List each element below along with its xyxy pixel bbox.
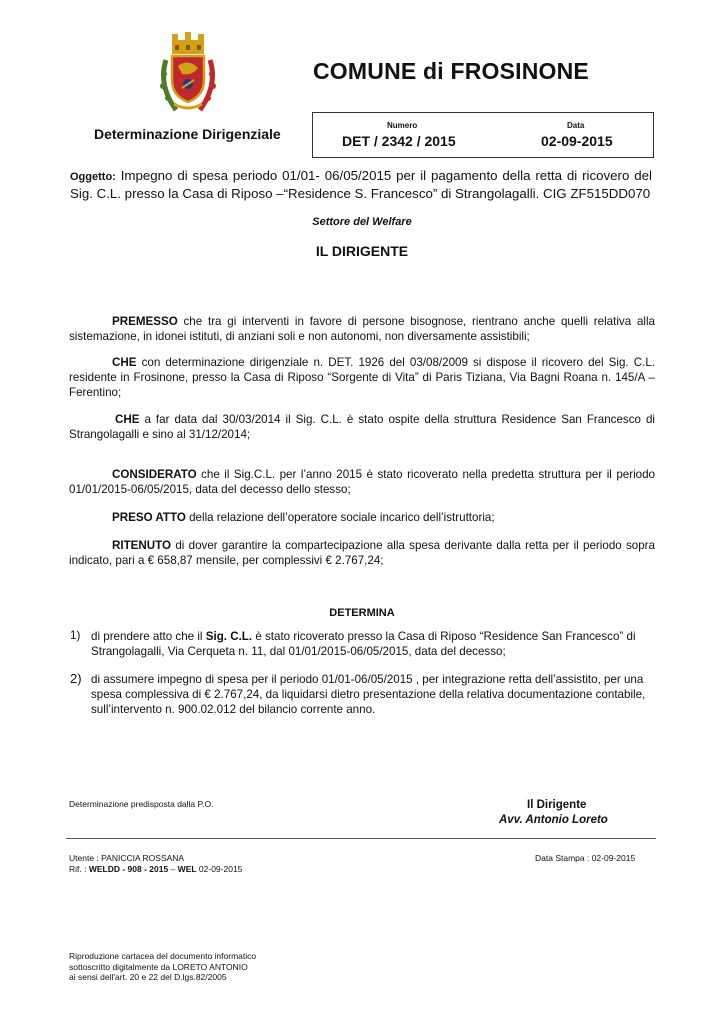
rif-code: WELDD - 908 - 2015 — [88, 864, 169, 874]
paragraph-text: che il Sig.C.L. per l’anno 2015 è stato ricoverato nella predetta struttura per il periodo 01/01/2015-06/05/2015, data del decesso dello stesso; — [69, 468, 655, 496]
comune-title: COMUNE di FROSINONE — [313, 58, 589, 84]
determina-item-1 — [91, 629, 656, 659]
paragraph-che-2 — [69, 412, 655, 442]
rif-label: Rif. : — [69, 864, 89, 874]
item-text: è stato ricoverato presso la Casa di Riposo “Residence San Francesco” di Strangolagalli, Via Cerqueta n. 11, dal 01/01/2015-06/05/2015, data del decesso; — [91, 630, 636, 658]
paragraph-considerato — [69, 467, 655, 497]
footer-user-info — [69, 853, 242, 875]
paragraph-text: con determinazione dirigenziale n. DET. 1926 del 03/08/2009 si dispose il ricovero del Sig. C.L. residente in Frosinone, presso la Casa di Riposo “Sorgente di Vita” di Paris Tiziana, Via Bagni Roana n. 145/A – Ferentino; — [69, 356, 655, 399]
repro-line: ai sensi dell'art. 20 e 22 del D.lgs.82/2005 — [69, 972, 227, 982]
rif-line — [69, 864, 242, 875]
paragraph-lead: RITENUTO — [112, 539, 172, 552]
signature-name: Avv. Antonio Loreto — [499, 814, 608, 826]
prepared-by-note: Determinazione predisposta dalla P.O. — [69, 799, 214, 809]
data-label: Data — [567, 121, 585, 130]
settore-label: Settore del Welfare — [312, 216, 412, 228]
oggetto-label: Oggetto: — [70, 171, 116, 183]
numero-value: DET / 2342 / 2015 — [342, 133, 456, 149]
paragraph-che-1 — [69, 355, 655, 400]
footer-divider — [66, 838, 656, 839]
repro-line: sottoscritto digitalmente da LORETO ANTONIO — [69, 961, 248, 972]
utente-line: Utente : PANICCIA ROSSANA — [69, 853, 185, 863]
paragraph-lead: CHE — [115, 413, 140, 426]
oggetto-text: Impegno di spesa periodo 01/01- 06/05/2015 per il pagamento della retta di ricovero del Sig. C.L. presso la Casa di Riposo –“Residence S. Francesco” di Strangolagalli. CIG ZF515DD070 — [70, 168, 652, 201]
rif-sector: WEL — [177, 864, 197, 874]
item-text: di prendere atto che il — [91, 630, 206, 643]
paragraph-lead: PRESO ATTO — [112, 511, 186, 524]
paragraph-text: a far data dal 30/03/2014 il Sig. C.L. è stato ospite della struttura Residence San Francesco di Strangolagalli e sino al 31/12/2014; — [69, 413, 655, 441]
paragraph-text: che tra gi interventi in favore di persone bisognose, rientrano anche quelli relativa alla sistemazione, in idonei istituti, di anziani soli e non autonomi, non diversamente assistibili; — [69, 315, 655, 343]
oggetto-section — [70, 168, 652, 201]
item-text: di assumere impegno di spesa per il periodo 01/01-06/05/2015 , per integrazione retta dell’assistito, per una spesa complessiva di € 2.767,24, da liquidarsi dietro presentazione della relativa documentazione contabile, sull’intervento n. 900.02.012 del bilancio corrente anno. — [91, 673, 646, 716]
document-type-label: Determinazione Dirigenziale — [94, 126, 281, 142]
digital-signature-note — [69, 951, 256, 983]
rif-separator: – — [168, 864, 178, 874]
signature-title: Il Dirigente — [527, 799, 587, 811]
comune-crest-emblem — [158, 30, 218, 114]
item-bold-text: Sig. C.L. — [205, 630, 253, 643]
data-value: 02-09-2015 — [541, 133, 613, 149]
paragraph-text: della relazione dell’operatore sociale incarico dell’istruttoria; — [185, 511, 495, 524]
section-title: IL DIRIGENTE — [315, 243, 409, 259]
determina-item-2 — [91, 672, 656, 717]
paragraph-lead: PREMESSO — [112, 315, 178, 328]
determina-item-number: 2) — [70, 671, 82, 686]
determina-title: DETERMINA — [329, 607, 395, 619]
determina-item-number: 1) — [70, 629, 81, 642]
rif-date: 02-09-2015 — [196, 864, 243, 874]
print-date: Data Stampa : 02-09-2015 — [535, 853, 636, 863]
paragraph-lead: CONSIDERATO — [112, 468, 197, 481]
paragraph-preso-atto — [69, 510, 655, 525]
document-number-box — [312, 112, 654, 158]
paragraph-text: di dover garantire la compartecipazione alla spesa derivante dalla retta per il periodo sopra indicato, pari a € 658,87 mensile, per complessivi € 2.767,24; — [69, 539, 655, 567]
numero-label: Numero — [387, 121, 418, 130]
paragraph-premesso — [69, 314, 655, 344]
paragraph-ritenuto — [69, 538, 655, 568]
paragraph-lead: CHE — [112, 356, 137, 369]
repro-line: Riproduzione cartacea del documento informatico — [69, 951, 257, 961]
